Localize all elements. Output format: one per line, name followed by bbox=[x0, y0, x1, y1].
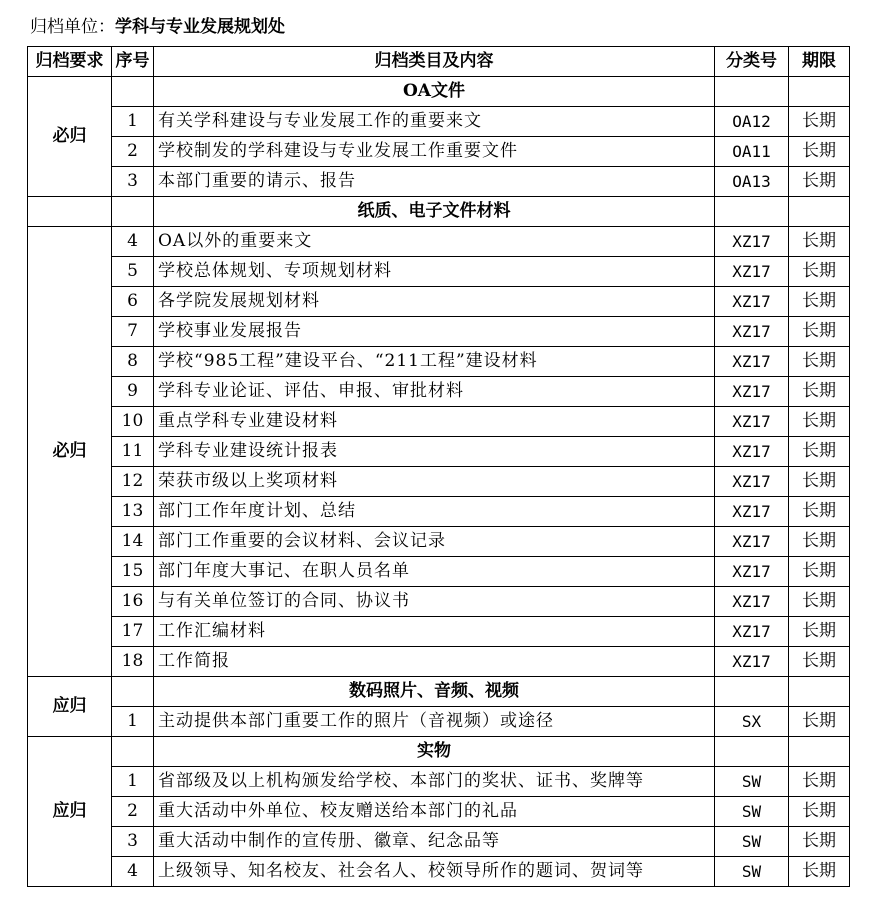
row-term: 长期 bbox=[789, 227, 850, 257]
row-content: 学校“985工程”建设平台、“211工程”建设材料 bbox=[154, 347, 715, 377]
row-category-code: XZ17 bbox=[715, 617, 789, 647]
row-category-code: XZ17 bbox=[715, 257, 789, 287]
row-content: 部门工作重要的会议材料、会议记录 bbox=[154, 527, 715, 557]
table-row bbox=[28, 257, 850, 287]
header-category: 分类号 bbox=[715, 47, 789, 77]
archive-unit-label: 归档单位： bbox=[30, 17, 115, 37]
table-row bbox=[28, 707, 850, 737]
section-number-empty bbox=[112, 677, 154, 707]
row-term: 长期 bbox=[789, 467, 850, 497]
row-term: 长期 bbox=[789, 257, 850, 287]
section-row bbox=[28, 737, 850, 767]
table-row bbox=[28, 227, 850, 257]
row-term: 长期 bbox=[789, 137, 850, 167]
row-term: 长期 bbox=[789, 797, 850, 827]
row-number: 12 bbox=[112, 467, 154, 497]
row-term: 长期 bbox=[789, 587, 850, 617]
row-term: 长期 bbox=[789, 557, 850, 587]
row-term: 长期 bbox=[789, 527, 850, 557]
row-category-code: XZ17 bbox=[715, 527, 789, 557]
header-number: 序号 bbox=[112, 47, 154, 77]
row-category-code: XZ17 bbox=[715, 377, 789, 407]
section-category-empty bbox=[715, 677, 789, 707]
row-content: 学校总体规划、专项规划材料 bbox=[154, 257, 715, 287]
row-content: 荣获市级以上奖项材料 bbox=[154, 467, 715, 497]
row-category-code: XZ17 bbox=[715, 497, 789, 527]
row-content: 各学院发展规划材料 bbox=[154, 287, 715, 317]
table-body bbox=[28, 77, 850, 887]
row-content: 学校事业发展报告 bbox=[154, 317, 715, 347]
row-content: 重大活动中制作的宣传册、徽章、纪念品等 bbox=[154, 827, 715, 857]
table-row bbox=[28, 347, 850, 377]
row-content: 主动提供本部门重要工作的照片（音视频）或途径 bbox=[154, 707, 715, 737]
row-number: 16 bbox=[112, 587, 154, 617]
section-title: 数码照片、音频、视频 bbox=[154, 677, 715, 707]
table-row bbox=[28, 527, 850, 557]
section-number-empty bbox=[112, 737, 154, 767]
row-number: 7 bbox=[112, 317, 154, 347]
section-title: 纸质、电子文件材料 bbox=[154, 197, 715, 227]
section-category-empty bbox=[715, 737, 789, 767]
row-category-code: XZ17 bbox=[715, 317, 789, 347]
row-category-code: XZ17 bbox=[715, 557, 789, 587]
table-row bbox=[28, 587, 850, 617]
row-number: 3 bbox=[112, 827, 154, 857]
row-category-code: XZ17 bbox=[715, 437, 789, 467]
row-term: 长期 bbox=[789, 437, 850, 467]
row-category-code: SW bbox=[715, 767, 789, 797]
row-number: 2 bbox=[112, 137, 154, 167]
row-term: 长期 bbox=[789, 407, 850, 437]
row-content: 部门工作年度计划、总结 bbox=[154, 497, 715, 527]
section-number-empty bbox=[112, 77, 154, 107]
row-term: 长期 bbox=[789, 317, 850, 347]
row-number: 1 bbox=[112, 707, 154, 737]
requirement-cell: 必归 bbox=[28, 77, 112, 197]
row-term: 长期 bbox=[789, 827, 850, 857]
row-number: 15 bbox=[112, 557, 154, 587]
row-category-code: SW bbox=[715, 857, 789, 887]
table-row bbox=[28, 107, 850, 137]
table-row bbox=[28, 647, 850, 677]
row-term: 长期 bbox=[789, 287, 850, 317]
row-category-code: XZ17 bbox=[715, 647, 789, 677]
row-number: 1 bbox=[112, 767, 154, 797]
row-number: 17 bbox=[112, 617, 154, 647]
table-row bbox=[28, 617, 850, 647]
table-row bbox=[28, 827, 850, 857]
row-number: 18 bbox=[112, 647, 154, 677]
section-term-empty bbox=[789, 677, 850, 707]
row-number: 2 bbox=[112, 797, 154, 827]
row-content: 重点学科专业建设材料 bbox=[154, 407, 715, 437]
table-row bbox=[28, 377, 850, 407]
row-content: 部门年度大事记、在职人员名单 bbox=[154, 557, 715, 587]
row-term: 长期 bbox=[789, 107, 850, 137]
section-category-empty bbox=[715, 197, 789, 227]
row-term: 长期 bbox=[789, 647, 850, 677]
header-requirement: 归档要求 bbox=[28, 47, 112, 77]
section-category-empty bbox=[715, 77, 789, 107]
section-term-empty bbox=[789, 197, 850, 227]
row-category-code: XZ17 bbox=[715, 587, 789, 617]
section-title: 实物 bbox=[154, 737, 715, 767]
requirement-cell: 必归 bbox=[28, 227, 112, 677]
row-category-code: SW bbox=[715, 827, 789, 857]
table-row bbox=[28, 137, 850, 167]
row-term: 长期 bbox=[789, 707, 850, 737]
section-term-empty bbox=[789, 737, 850, 767]
row-category-code: SW bbox=[715, 797, 789, 827]
row-number: 4 bbox=[112, 227, 154, 257]
row-content: 工作简报 bbox=[154, 647, 715, 677]
table-header-row bbox=[28, 47, 850, 77]
table-row bbox=[28, 797, 850, 827]
row-term: 长期 bbox=[789, 167, 850, 197]
archive-unit-title bbox=[30, 12, 285, 37]
row-term: 长期 bbox=[789, 857, 850, 887]
row-content: 重大活动中外单位、校友赠送给本部门的礼品 bbox=[154, 797, 715, 827]
archive-unit-name: 学科与专业发展规划处 bbox=[115, 17, 285, 37]
section-title: OA文件 bbox=[154, 77, 715, 107]
row-category-code: XZ17 bbox=[715, 467, 789, 497]
row-content: 工作汇编材料 bbox=[154, 617, 715, 647]
row-number: 3 bbox=[112, 167, 154, 197]
row-category-code: XZ17 bbox=[715, 227, 789, 257]
row-number: 6 bbox=[112, 287, 154, 317]
table-row bbox=[28, 407, 850, 437]
row-category-code: XZ17 bbox=[715, 287, 789, 317]
section-term-empty bbox=[789, 77, 850, 107]
row-term: 长期 bbox=[789, 767, 850, 797]
row-category-code: OA12 bbox=[715, 107, 789, 137]
table-row bbox=[28, 317, 850, 347]
row-number: 11 bbox=[112, 437, 154, 467]
row-category-code: OA11 bbox=[715, 137, 789, 167]
requirement-cell: 应归 bbox=[28, 737, 112, 887]
row-content: 与有关单位签订的合同、协议书 bbox=[154, 587, 715, 617]
row-category-code: SX bbox=[715, 707, 789, 737]
section-row bbox=[28, 677, 850, 707]
row-number: 8 bbox=[112, 347, 154, 377]
row-content: 省部级及以上机构颁发给学校、本部门的奖状、证书、奖牌等 bbox=[154, 767, 715, 797]
row-category-code: OA13 bbox=[715, 167, 789, 197]
table-row bbox=[28, 557, 850, 587]
header-content: 归档类目及内容 bbox=[154, 47, 715, 77]
row-term: 长期 bbox=[789, 497, 850, 527]
row-category-code: XZ17 bbox=[715, 407, 789, 437]
section-row bbox=[28, 197, 850, 227]
row-number: 4 bbox=[112, 857, 154, 887]
table-row bbox=[28, 857, 850, 887]
table-row bbox=[28, 437, 850, 467]
archive-table bbox=[27, 46, 850, 887]
requirement-cell-empty bbox=[28, 197, 112, 227]
row-number: 13 bbox=[112, 497, 154, 527]
row-content: 有关学科建设与专业发展工作的重要来文 bbox=[154, 107, 715, 137]
row-content: 学科专业建设统计报表 bbox=[154, 437, 715, 467]
table-row bbox=[28, 497, 850, 527]
row-number: 10 bbox=[112, 407, 154, 437]
row-term: 长期 bbox=[789, 347, 850, 377]
row-number: 14 bbox=[112, 527, 154, 557]
section-number-empty bbox=[112, 197, 154, 227]
table-row bbox=[28, 167, 850, 197]
header-term: 期限 bbox=[789, 47, 850, 77]
row-number: 1 bbox=[112, 107, 154, 137]
row-content: OA以外的重要来文 bbox=[154, 227, 715, 257]
requirement-cell: 应归 bbox=[28, 677, 112, 737]
row-content: 本部门重要的请示、报告 bbox=[154, 167, 715, 197]
row-category-code: XZ17 bbox=[715, 347, 789, 377]
row-term: 长期 bbox=[789, 377, 850, 407]
row-term: 长期 bbox=[789, 617, 850, 647]
row-number: 9 bbox=[112, 377, 154, 407]
row-content: 学校制发的学科建设与专业发展工作重要文件 bbox=[154, 137, 715, 167]
section-row bbox=[28, 77, 850, 107]
table-row bbox=[28, 287, 850, 317]
row-number: 5 bbox=[112, 257, 154, 287]
row-content: 上级领导、知名校友、社会名人、校领导所作的题词、贺词等 bbox=[154, 857, 715, 887]
table-row bbox=[28, 467, 850, 497]
row-content: 学科专业论证、评估、申报、审批材料 bbox=[154, 377, 715, 407]
table-row bbox=[28, 767, 850, 797]
